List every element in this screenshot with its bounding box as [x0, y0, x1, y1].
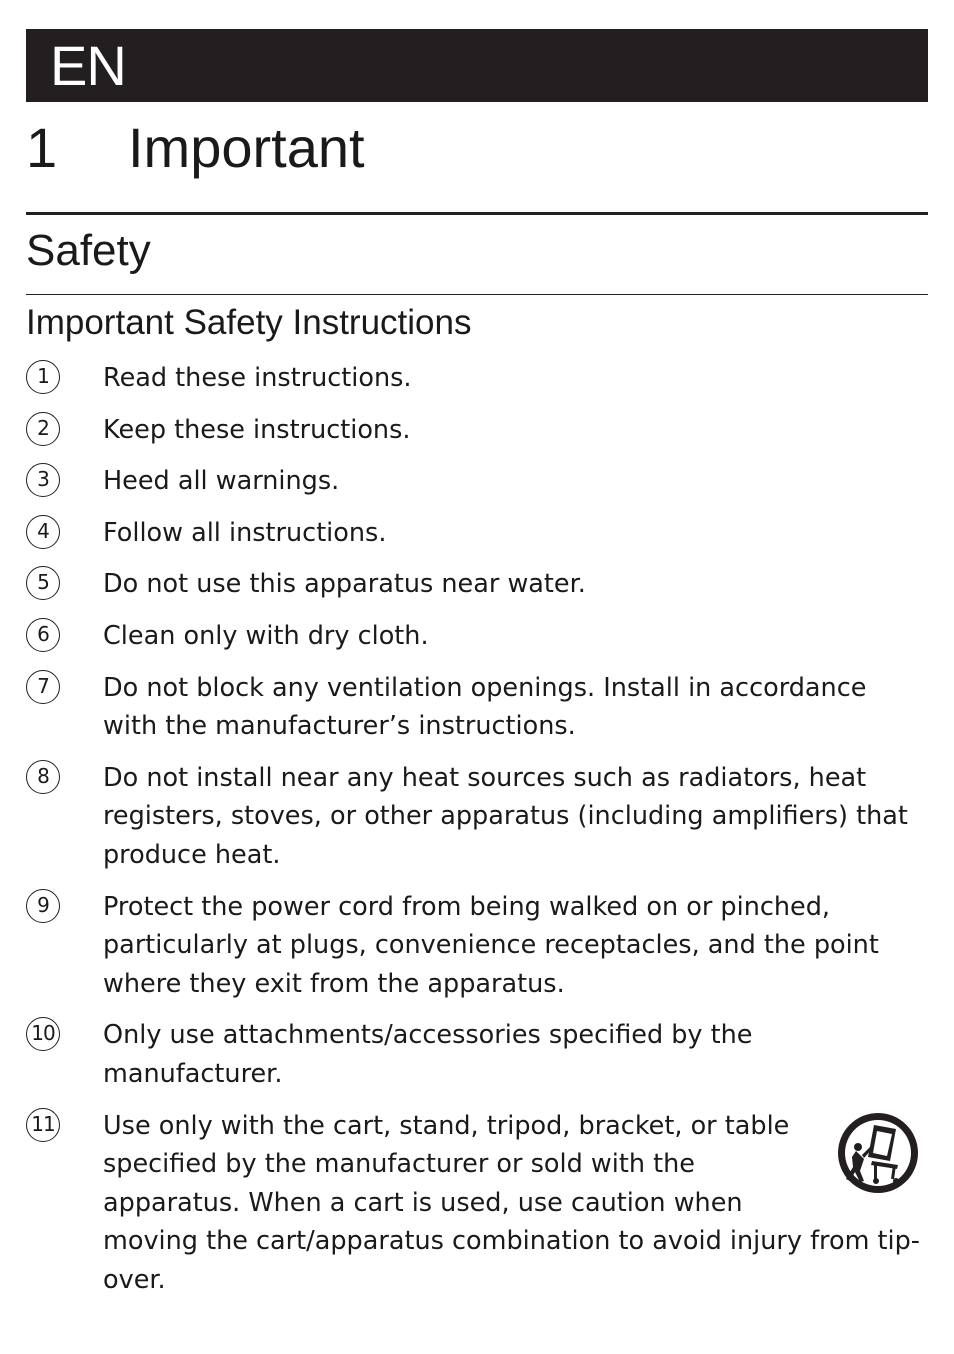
item-text: Protect the power cord from being walked on or pinched, particularly at plugs, convenience receptacles, and the point where they exit from the apparatus.	[103, 891, 879, 999]
item-number-marker: 6	[26, 618, 60, 652]
list-item	[26, 669, 928, 746]
list-item	[26, 359, 928, 398]
language-code: EN	[50, 34, 126, 97]
item-number-marker: 7	[26, 670, 60, 704]
item-text: Do not use this apparatus near water.	[103, 569, 586, 600]
list-item	[26, 617, 928, 656]
safety-instructions-list	[26, 359, 928, 1312]
item-text: Do not block any ventilation openings. Install in accordance with the manufacturer’s instructions.	[103, 672, 867, 742]
chapter-number: 1	[26, 116, 58, 179]
list-item	[26, 514, 928, 553]
item-number-marker: 4	[26, 515, 60, 549]
list-item	[26, 759, 928, 875]
item-text: Clean only with dry cloth.	[103, 620, 429, 651]
chapter-divider	[26, 212, 928, 215]
item-text-block	[103, 1107, 928, 1300]
list-item	[26, 411, 928, 450]
cart-tip-over-warning-icon	[836, 1111, 920, 1195]
item-text: Heed all warnings.	[103, 466, 340, 497]
section-title: Safety	[26, 226, 151, 275]
list-item	[26, 565, 928, 604]
item-number-marker: 3	[26, 463, 60, 497]
item-number-marker: 11	[26, 1108, 60, 1142]
list-item	[26, 462, 928, 501]
subsection-title: Important Safety Instructions	[26, 303, 472, 342]
item-number-marker: 9	[26, 889, 60, 923]
chapter-heading	[26, 112, 928, 184]
item-number-marker: 8	[26, 760, 60, 794]
item-text: Read these instructions.	[103, 363, 412, 393]
section-divider	[26, 294, 928, 295]
item-text: Keep these instructions.	[103, 414, 411, 445]
item-text: Use only with the cart, stand, tripod, bracket, or table specified by the manufacturer or sold with the apparatus. When a cart is used, use caution when moving the cart/apparatus combination to avoid injury from tip-over.	[103, 1110, 920, 1295]
item-number-marker: 1	[26, 360, 60, 394]
item-text: Follow all instructions.	[103, 517, 387, 548]
item-number-marker: 5	[26, 566, 60, 600]
chapter-title: Important	[128, 116, 365, 179]
list-item	[26, 1107, 928, 1300]
item-number-marker: 10	[26, 1017, 60, 1051]
item-text: Do not install near any heat sources such as radiators, heat registers, stoves, or other apparatus (including amplifiers) that produce heat.	[103, 762, 908, 870]
item-text: Only use attachments/accessories specified by the manufacturer.	[103, 1020, 753, 1089]
language-bar	[26, 29, 928, 102]
list-item	[26, 1016, 928, 1093]
item-number-marker: 2	[26, 412, 60, 446]
list-item	[26, 888, 928, 1004]
